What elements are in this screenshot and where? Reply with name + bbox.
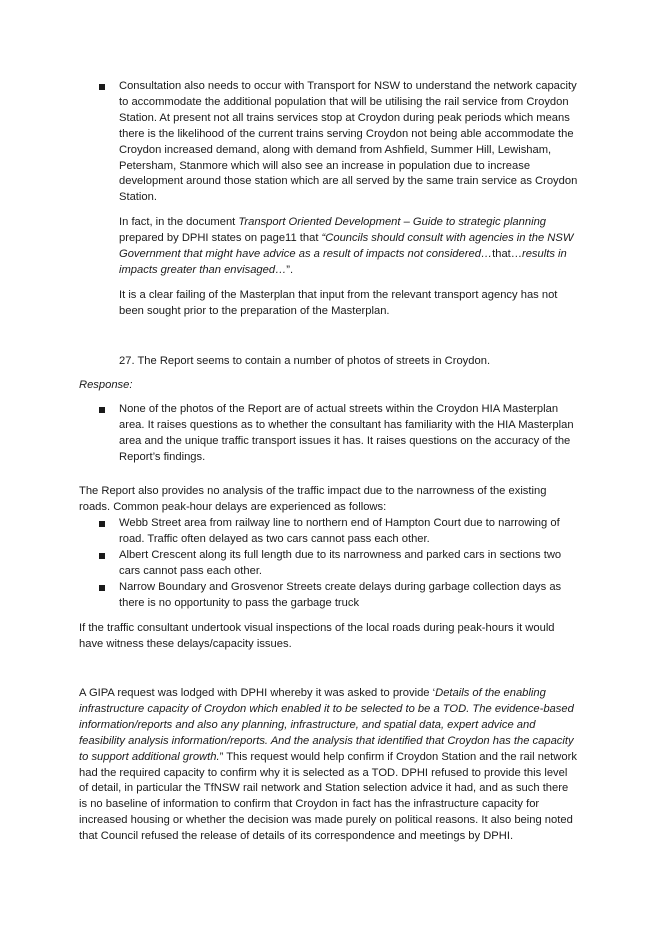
infact-text-2: prepared by DPHI states on page11 that — [119, 231, 322, 244]
quote-part-1: “Councils should consult with agencies in the NSW Government that might have advice as a result of impacts not considered… — [119, 231, 574, 260]
consultant-paragraph: If the traffic consultant undertook visual inspections of the local roads during peak-hours it would have witness these delays/capacity issues. — [79, 622, 555, 650]
infact-text-4: ”. — [286, 263, 294, 276]
gipa-text-2: ” This request would help confirm if Croydon Station and the rail network had the required capacity to confirm why it is selected as a TOD. DPHI refused to provide this level of detail, in particular the TfNSW rail network and Station selection advice it had, and as such there is no baseline of information to confirm that Croydon in fact has the infrastructure capacity for increased housing or whether the decision was made purely on political reasons. It also being noted that Council refused the release of details of its correspondence and meetings by DPHI. — [79, 750, 577, 843]
bullet-marker — [99, 585, 105, 591]
item-27: 27. The Report seems to contain a number of photos of streets in Croydon. — [119, 355, 491, 367]
photos-bullet: None of the photos of the Report are of actual streets within the Croydon HIA Masterplan area. It raises questions as to whether the consultant has familiarity with the HIA Masterplan area and the unique traffic transport issues it has. It raises questions on the accuracy of the Report’s findings. — [119, 403, 574, 463]
failing-paragraph: It is a clear failing of the Masterplan that input from the relevant transport agency has not been sought prior to the preparation of the Masterplan. — [119, 289, 558, 317]
document-title: Transport Oriented Development – Guide to strategic planning — [238, 216, 547, 228]
gipa-paragraph — [79, 686, 579, 845]
bullet-marker — [99, 407, 105, 413]
delay-item-2: Albert Crescent along its full length due to its narrowness and parked cars in sections two cars cannot pass each other. — [119, 549, 562, 577]
analysis-paragraph: The Report also provides no analysis of the traffic impact due to the narrowness of the existing roads. Common peak-hour delays are experienced as follows: — [79, 485, 547, 513]
gipa-quote: Details of the enabling infrastructure capacity of Croydon which enabled it to be selected to be a TOD. The evidence-based information/reports and also any planning, infrastructure, and spatial data, expert advice and feasibility analysis information/reports. And the analysis that identified that Croydon has the capacity to support additional growth. — [79, 687, 574, 763]
gipa-text-1: A GIPA request was lodged with DPHI whereby it was asked to provide ‘ — [79, 687, 436, 699]
infact-text-1: In fact, in the document — [119, 216, 239, 228]
quote-part-2: results in impacts greater than envisaged… — [119, 247, 567, 276]
delay-item-3: Narrow Boundary and Grosvenor Streets create delays during garbage collection days as there is no opportunity to pass the garbage truck — [119, 581, 562, 609]
response-label — [79, 378, 579, 394]
transport-consultation-bullet: Consultation also needs to occur with Transport for NSW to understand the network capacity to accommodate the additional population that will be utilising the rail service from Croydon Station. At present not all trains services stop at Croydon during peak periods which means there is the likelihood of the current trains serving Croydon not being able accommodate the Croydon increased demand, along with demand from Ashfield, Summer Hill, Lewisham, Petersham, Stanmore which will also see an increase in population due to increase development around those station which are all served by the same train service as Croydon Station. — [119, 80, 578, 204]
bullet-marker — [99, 553, 105, 559]
response-label-text: Response: — [79, 379, 133, 391]
bullet-marker — [99, 84, 105, 90]
bullet-marker — [99, 521, 105, 527]
infact-paragraph — [119, 215, 579, 279]
delay-item-1: Webb Street area from railway line to northern end of Hampton Court due to narrowing of road. Traffic often delayed as two cars cannot pass each other. — [119, 517, 560, 545]
infact-text-3: that… — [492, 247, 522, 260]
